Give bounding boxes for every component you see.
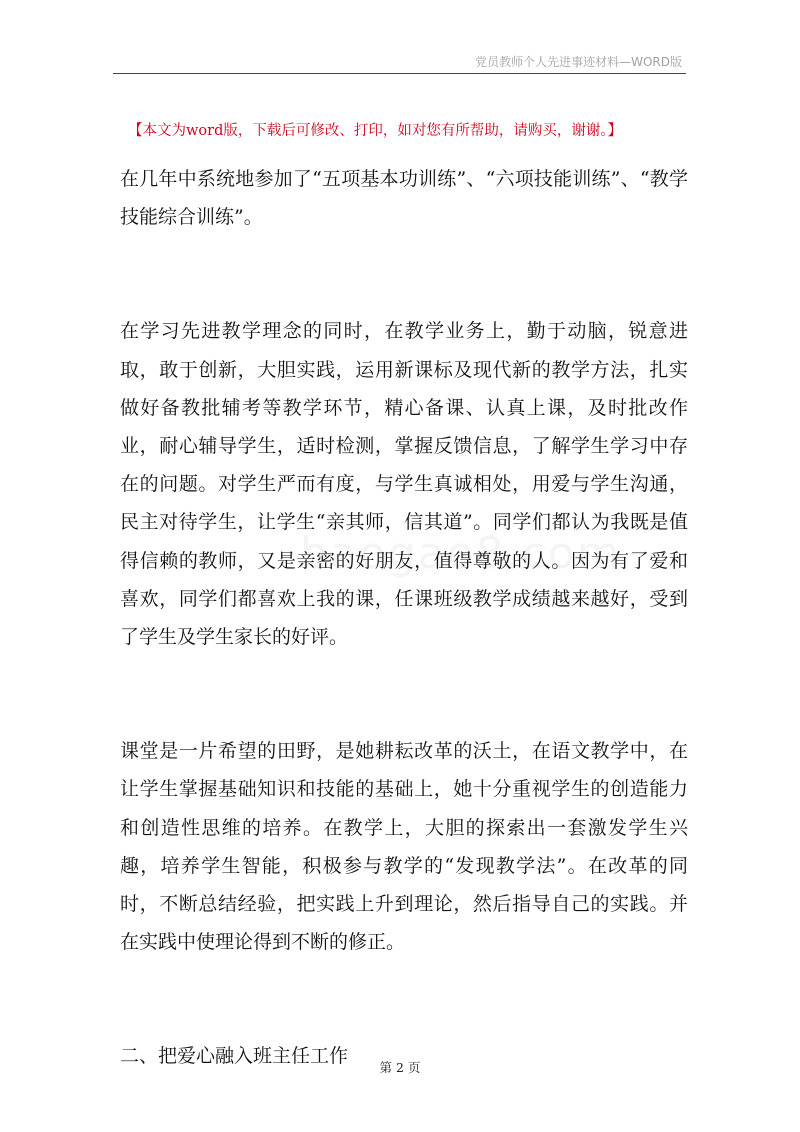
running-header-title: 党员教师个人先进事迹材料—WORD版 (475, 55, 682, 69)
paragraph-training: 在几年中系统地参加了“五项基本功训练”、“六项技能训练”、“教学技能综合训练”。 (120, 168, 688, 229)
purchase-notice: 【本文为word版，下载后可修改、打印，如对您有所帮助，请购买，谢谢。】 (128, 123, 623, 139)
paragraph-teaching-practice: 在学习先进教学理念的同时，在教学业务上，勤于动脑，锐意进取，敢于创新，大胆实践，运用新课标及现代新的教学方法，扎实做好备教批辅考等教学环节，精心备课、认真上课，及时批改作业，耐心辅导学生，适时检测，掌握反馈信息，了解学生学习中存在的问题。对学生严而有度，与学生真诚相处，用爱与学生沟通，民主对待学生，让学生“亲其师，信其道”。同学们都认为我既是值得信赖的教师，又是亲密的好朋友，值得尊敬的人。因为有了爱和喜欢，同学们都喜欢上我的课，任课班级教学成绩越来越好，受到了学生及学生家长的好评。 (120, 320, 688, 649)
header-divider (113, 73, 686, 74)
section-heading: 二、把爱心融入班主任工作 (120, 1045, 349, 1068)
paragraph-spacer (120, 656, 688, 732)
paragraph-spacer (120, 236, 688, 312)
paragraph-classroom-reform: 课堂是一片希望的田野，是她耕耘改革的沃土，在语文教学中，在让学生掌握基础知识和技能的基础上，她十分重视学生的创造能力和创造性思维的培养。在教学上，大胆的探索出一套激发学生兴趣，培养学生智能，积极参与教学的“发现教学法”。在改革的同时，不断总结经验，把实践上升到理论，然后指导自己的实践。并在实践中使理论得到不断的修正。 (120, 740, 688, 954)
paragraph-spacer (120, 961, 688, 1037)
page-number: 第 2 页 (379, 1060, 421, 1075)
document-body (120, 160, 688, 1075)
